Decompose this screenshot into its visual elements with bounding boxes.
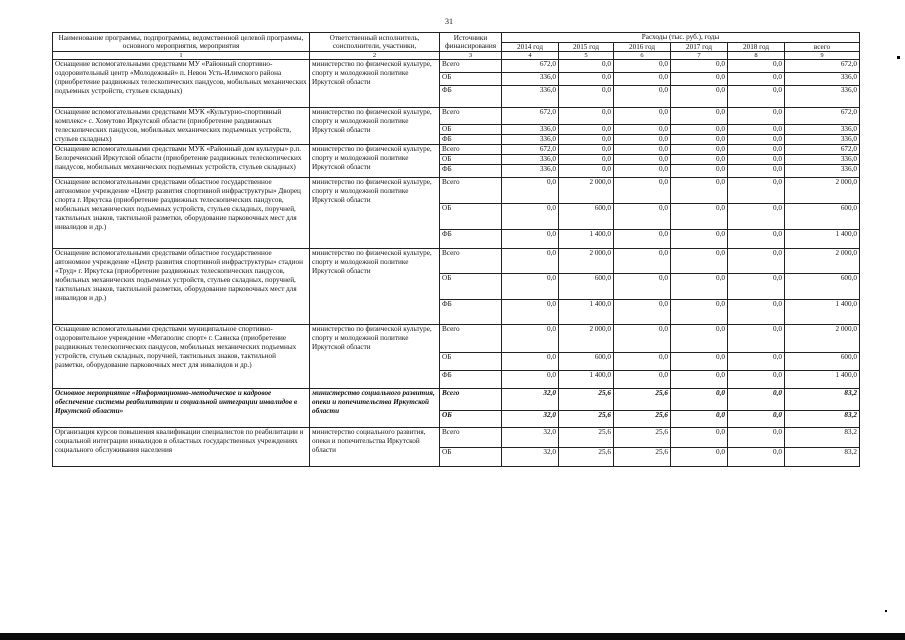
year-value: 672,0: [502, 145, 559, 155]
year-value: 25,6: [614, 448, 671, 467]
funding-source: ОБ: [440, 353, 502, 371]
total-value: 2 000,0: [785, 249, 860, 274]
header-executor: Ответственный исполнитель, соисполнители, участники,: [310, 33, 440, 52]
year-value: 336,0: [502, 135, 559, 145]
year-value: 0,0: [728, 274, 785, 300]
year-value: 0,0: [728, 73, 785, 86]
header-year: 2018 год: [728, 42, 785, 52]
funding-source: ОБ: [440, 73, 502, 86]
total-value: 1 400,0: [785, 230, 860, 249]
scan-mark: [885, 610, 887, 612]
funding-source: ФБ: [440, 135, 502, 145]
executor: министерство по физической культуре, спорту и молодежной политике Иркутской области: [310, 178, 440, 249]
funding-source: ФБ: [440, 371, 502, 389]
table-row: [53, 60, 860, 73]
year-value: 672,0: [502, 108, 559, 125]
year-value: 0,0: [671, 145, 728, 155]
executor: министерство по физической культуре, спорту и молодежной политике Иркутской области: [310, 108, 440, 145]
year-value: 0,0: [614, 135, 671, 145]
year-value: 0,0: [728, 371, 785, 389]
year-value: 0,0: [671, 108, 728, 125]
year-value: 0,0: [502, 178, 559, 204]
column-number: 9: [785, 52, 860, 60]
year-value: 0,0: [671, 389, 728, 411]
year-value: 0,0: [614, 274, 671, 300]
funding-source: ОБ: [440, 411, 502, 428]
year-value: 0,0: [559, 60, 614, 73]
year-value: 0,0: [614, 125, 671, 135]
total-value: 600,0: [785, 204, 860, 230]
year-value: 25,6: [559, 428, 614, 448]
total-value: 672,0: [785, 108, 860, 125]
table-row: [53, 249, 860, 274]
year-value: 672,0: [502, 60, 559, 73]
total-value: 2 000,0: [785, 178, 860, 204]
year-value: 0,0: [614, 353, 671, 371]
funding-source: ОБ: [440, 155, 502, 165]
year-value: 0,0: [671, 274, 728, 300]
funding-source: Всего: [440, 60, 502, 73]
year-value: 0,0: [614, 230, 671, 249]
year-value: 0,0: [671, 249, 728, 274]
year-value: 1 400,0: [559, 230, 614, 249]
year-value: 0,0: [502, 230, 559, 249]
year-value: 0,0: [728, 249, 785, 274]
funding-source: Всего: [440, 108, 502, 125]
activity-name: Оснащение вспомогательными средствами МУК «Районный дом культуры» р.п. Белореченский Иркутской области (приобретение раздвижных телескопических пандусов, мобильных механических подъемных устройств, стульев складных): [53, 145, 310, 178]
year-value: 0,0: [671, 411, 728, 428]
total-value: 83,2: [785, 389, 860, 411]
total-value: 83,2: [785, 428, 860, 448]
total-value: 672,0: [785, 60, 860, 73]
year-value: 25,6: [559, 448, 614, 467]
year-value: 25,6: [614, 428, 671, 448]
year-value: 25,6: [614, 389, 671, 411]
funding-source: ОБ: [440, 125, 502, 135]
year-value: 0,0: [559, 155, 614, 165]
funding-source: ОБ: [440, 204, 502, 230]
table-row: [53, 325, 860, 353]
year-value: 2 000,0: [559, 178, 614, 204]
year-value: 0,0: [614, 73, 671, 86]
year-value: 0,0: [502, 249, 559, 274]
year-value: 600,0: [559, 353, 614, 371]
budget-table: [52, 32, 860, 467]
year-value: 0,0: [502, 371, 559, 389]
year-value: 0,0: [502, 325, 559, 353]
year-value: 1 400,0: [559, 300, 614, 325]
total-value: 336,0: [785, 165, 860, 178]
column-number: 3: [440, 52, 502, 60]
executor: министерство социального развития, опеки и попечительства Иркутской области: [310, 428, 440, 467]
funding-source: ОБ: [440, 274, 502, 300]
year-value: 25,6: [614, 411, 671, 428]
funding-source: Всего: [440, 145, 502, 155]
total-value: 336,0: [785, 125, 860, 135]
year-value: 0,0: [502, 204, 559, 230]
year-value: 1 400,0: [559, 371, 614, 389]
year-value: 0,0: [614, 155, 671, 165]
year-value: 0,0: [559, 86, 614, 108]
activity-name: Оснащение вспомогательными средствами МУК «Культурно-спортивный комплекс» с. Хомутово Иркутской области (приобретение раздвижных телескопических пандусов, мобильных механических подъемных устройств, стульев складных): [53, 108, 310, 145]
year-value: 0,0: [502, 300, 559, 325]
year-value: 0,0: [671, 135, 728, 145]
header-total: всего: [785, 42, 860, 52]
year-value: 32,0: [502, 428, 559, 448]
column-number: 7: [671, 52, 728, 60]
year-value: 0,0: [614, 86, 671, 108]
year-value: 0,0: [671, 371, 728, 389]
activity-name: Оснащение вспомогательными средствами областное государственное автономное учреждение «Центр развития спортивной инфраструктуры» Дворец спорта г. Иркутска (приобретение раздвижных телескопических пандусов, мобильных механических подъемных устройств, стульев складных, поручней, тактильных знаков, тактильной разметки, оборудование парковочных мест для инвалидов и др.): [53, 178, 310, 249]
funding-source: Всего: [440, 178, 502, 204]
year-value: 0,0: [671, 155, 728, 165]
year-value: 0,0: [614, 178, 671, 204]
year-value: 32,0: [502, 389, 559, 411]
column-number: 1: [53, 52, 310, 60]
total-value: 83,2: [785, 448, 860, 467]
year-value: 0,0: [728, 230, 785, 249]
total-value: 336,0: [785, 86, 860, 108]
year-value: 336,0: [502, 165, 559, 178]
year-value: 0,0: [614, 60, 671, 73]
total-value: 336,0: [785, 135, 860, 145]
funding-source: ФБ: [440, 230, 502, 249]
year-value: 336,0: [502, 155, 559, 165]
table-row: [53, 145, 860, 155]
year-value: 0,0: [728, 389, 785, 411]
year-value: 336,0: [502, 73, 559, 86]
funding-source: ФБ: [440, 300, 502, 325]
activity-name: Организация курсов повышения квалификации специалистов по реабилитации и социальной интеграции инвалидов в областных государственных учреждениях социального обслуживания населения: [53, 428, 310, 467]
year-value: 0,0: [671, 428, 728, 448]
header-year: 2016 год: [614, 42, 671, 52]
activity-name: Оснащение вспомогательными средствами областное государственное автономное учреждение «Центр развития спортивной инфраструктуры» стадион «Труд» г. Иркутска (приобретение раздвижных телескопических пандусов, мобильных механических подъемных устройств, стульев складных, поручней, тактильных знаков, тактильной разметки, оборудование парковочных мест для инвалидов и др.): [53, 249, 310, 325]
total-value: 600,0: [785, 274, 860, 300]
year-value: 0,0: [728, 300, 785, 325]
year-value: 25,6: [559, 389, 614, 411]
total-value: 336,0: [785, 155, 860, 165]
year-value: 0,0: [671, 86, 728, 108]
scan-edge: [0, 633, 905, 640]
year-value: 0,0: [671, 230, 728, 249]
year-value: 0,0: [559, 108, 614, 125]
year-value: 0,0: [728, 411, 785, 428]
year-value: 0,0: [559, 73, 614, 86]
activity-name: Основное мероприятие «Информационно-методическое и кадровое обеспечение системы реабилитации и социальной интеграции инвалидов в Иркутской области»: [53, 389, 310, 428]
year-value: 0,0: [559, 125, 614, 135]
total-value: 672,0: [785, 145, 860, 155]
year-value: 0,0: [728, 165, 785, 178]
year-value: 0,0: [671, 60, 728, 73]
year-value: 0,0: [728, 178, 785, 204]
scan-mark: [897, 56, 900, 59]
year-value: 336,0: [502, 125, 559, 135]
year-value: 0,0: [671, 300, 728, 325]
year-value: 0,0: [614, 371, 671, 389]
year-value: 0,0: [671, 325, 728, 353]
year-value: 600,0: [559, 274, 614, 300]
year-value: 25,6: [559, 411, 614, 428]
executor: министерство по физической культуре, спорту и молодежной политике Иркутской области: [310, 249, 440, 325]
funding-source: ФБ: [440, 86, 502, 108]
year-value: 0,0: [614, 325, 671, 353]
total-value: 1 400,0: [785, 300, 860, 325]
funding-source: Всего: [440, 389, 502, 411]
year-value: 0,0: [728, 204, 785, 230]
year-value: 0,0: [671, 448, 728, 467]
total-value: 1 400,0: [785, 371, 860, 389]
year-value: 0,0: [728, 448, 785, 467]
year-value: 600,0: [559, 204, 614, 230]
column-number: 6: [614, 52, 671, 60]
year-value: 0,0: [671, 178, 728, 204]
activity-name: Оснащение вспомогательными средствами МУ «Районный спортивно-оздоровительный центр «Молодежный» п. Невон Усть-Илимского района (приобретение раздвижных телескопических пандусов, мобильных механических подъемных устройств, стульев складных): [53, 60, 310, 108]
executor: министерство социального развития, опеки и попечительства Иркутской области: [310, 389, 440, 428]
year-value: 0,0: [728, 86, 785, 108]
total-value: 83,2: [785, 411, 860, 428]
year-value: 0,0: [614, 165, 671, 178]
table-row: [53, 389, 860, 411]
year-value: 0,0: [671, 353, 728, 371]
table-row: [53, 428, 860, 448]
year-value: 0,0: [671, 125, 728, 135]
year-value: 0,0: [728, 145, 785, 155]
year-value: 0,0: [502, 353, 559, 371]
year-value: 2 000,0: [559, 325, 614, 353]
funding-source: Всего: [440, 428, 502, 448]
year-value: 0,0: [728, 60, 785, 73]
column-number: 8: [728, 52, 785, 60]
funding-source: ОБ: [440, 448, 502, 467]
table-row: [53, 108, 860, 125]
year-value: 0,0: [614, 300, 671, 325]
header-expenses: Расходы (тыс. руб.), годы: [502, 33, 860, 43]
year-value: 0,0: [728, 155, 785, 165]
header-name: Наименование программы, подпрограммы, ведомственной целевой программы, основного мероприятия, мероприятия: [53, 33, 310, 52]
year-value: 0,0: [614, 145, 671, 155]
header-year: 2015 год: [559, 42, 614, 52]
year-value: 32,0: [502, 448, 559, 467]
table-row: [53, 178, 860, 204]
year-value: 0,0: [614, 108, 671, 125]
year-value: 0,0: [671, 165, 728, 178]
page-number: 31: [445, 17, 453, 26]
year-value: 0,0: [728, 325, 785, 353]
executor: министерство по физической культуре, спорту и молодежной политике Иркутской области: [310, 145, 440, 178]
executor: министерство по физической культуре, спорту и молодежной политике Иркутской области: [310, 60, 440, 108]
year-value: 336,0: [502, 86, 559, 108]
header-year: 2014 год: [502, 42, 559, 52]
year-value: 32,0: [502, 411, 559, 428]
year-value: 0,0: [728, 135, 785, 145]
year-value: 0,0: [559, 135, 614, 145]
year-value: 0,0: [728, 353, 785, 371]
year-value: 2 000,0: [559, 249, 614, 274]
year-value: 0,0: [614, 204, 671, 230]
year-value: 0,0: [671, 73, 728, 86]
year-value: 0,0: [728, 428, 785, 448]
funding-source: ФБ: [440, 165, 502, 178]
funding-source: Всего: [440, 325, 502, 353]
header-year: 2017 год: [671, 42, 728, 52]
year-value: 0,0: [559, 145, 614, 155]
year-value: 0,0: [728, 108, 785, 125]
year-value: 0,0: [502, 274, 559, 300]
year-value: 0,0: [559, 165, 614, 178]
year-value: 0,0: [614, 249, 671, 274]
year-value: 0,0: [671, 204, 728, 230]
column-number: 2: [310, 52, 440, 60]
executor: министерство по физической культуре, спорту и молодежной политике Иркутской области: [310, 325, 440, 389]
funding-source: Всего: [440, 249, 502, 274]
total-value: 336,0: [785, 73, 860, 86]
header-source: Источники финансирования: [440, 33, 502, 52]
total-value: 2 000,0: [785, 325, 860, 353]
column-number: 4: [502, 52, 559, 60]
total-value: 600,0: [785, 353, 860, 371]
column-number: 5: [559, 52, 614, 60]
year-value: 0,0: [728, 125, 785, 135]
activity-name: Оснащение вспомогательными средствами муниципальное спортивно-оздоровительное учреждение «Мегаполис спорт» г. Саянска (приобретение раздвижных телескопических пандусов, мобильных механических подъемных устройств, стульев складных, поручней, тактильных знаков, тактильной разметки, оборудование парковочных мест для инвалидов и др.): [53, 325, 310, 389]
